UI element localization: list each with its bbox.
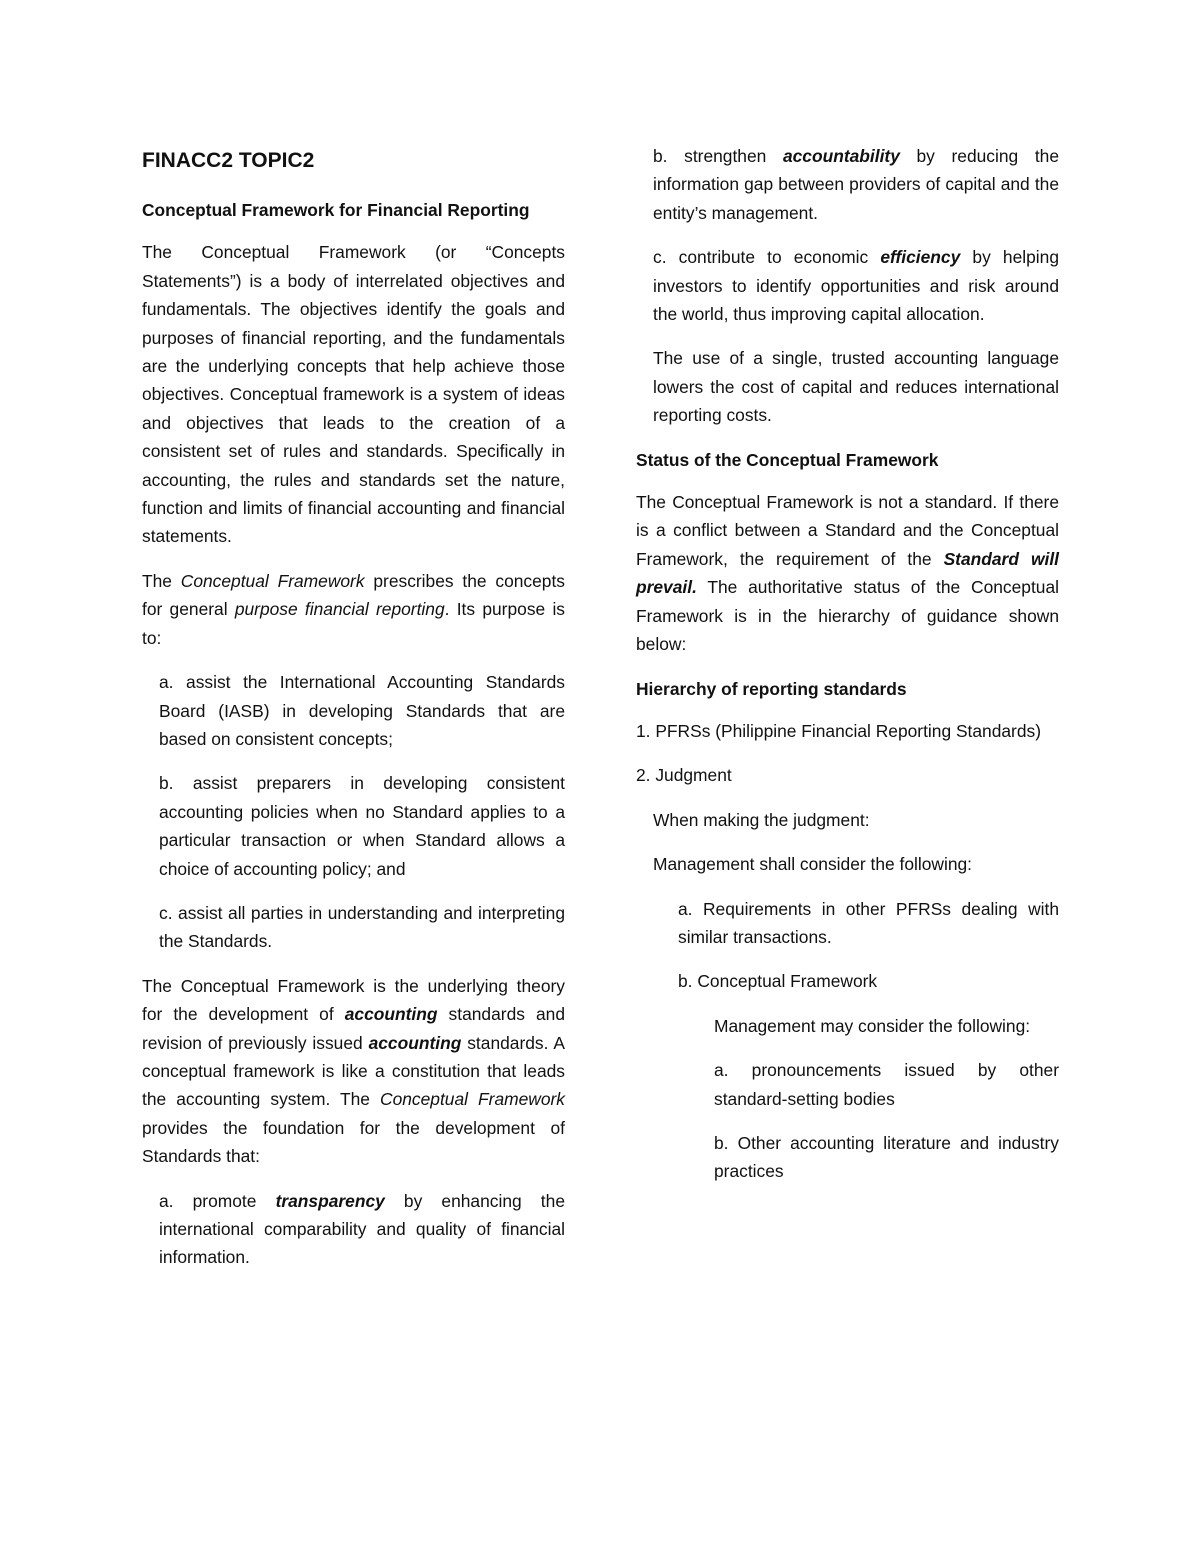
may-consider-item-b: b. Other accounting literature and industry practices [714,1132,1059,1182]
hierarchy-item-2: 2. Judgment [636,765,732,786]
purpose-item-a: a. assist the International Accounting Standards Board (IASB) in developing Standards that are based on consistent concepts; [159,672,565,749]
goal-item-a: a. promote transparency by enhancing the international comparability and quality of financial information. [159,1190,565,1268]
purpose-item-c: c. assist all parties in understanding and interpreting the Standards. [159,902,565,952]
judgment-intro: When making the judgment: [653,809,870,830]
document-title: FINACC2 TOPIC2 [142,149,315,172]
hierarchy-item-1: 1. PFRSs (Philippine Financial Reporting Standards) [636,720,1042,741]
paragraph-underlying-theory: The Conceptual Framework is the underlying theory for the development of accounting standards and revision of previously issued accounting standards. A conceptual framework is like a constitution that leads the accounting system. The Conceptual Framework provides the foundation for the development of Standards that: [142,975,565,1167]
purpose-item-b: b. assist preparers in developing consistent accounting policies when no Standard applies to a particular transaction or when Standard allows a choice of accounting policy; and [159,773,565,879]
right-column [636,140,1059,1202]
left-column [142,140,565,1288]
section-heading-conceptual-framework: Conceptual Framework for Financial Reporting [142,200,530,220]
management-shall-consider: Management shall consider the following: [653,854,973,875]
goal-item-c: c. contribute to economic efficiency by helping investors to identify opportunities and risk around the world, thus improving capital allocation. [653,247,1059,325]
section-heading-status: Status of the Conceptual Framework [636,449,939,470]
paragraph-purpose-intro: The Conceptual Framework prescribes the concepts for general purpose financial reporting. Its purpose is to: [142,570,566,648]
requirement-item-b: b. Conceptual Framework [678,971,878,992]
paragraph-status: The Conceptual Framework is not a standard. If there is a conflict between a Standard and the Conceptual Framework, the requirement of the Standard will prevail. The authoritative status of the Conceptual Framework is in the hierarchy of guidance shown below: [636,492,1059,655]
paragraph-single-language: The use of a single, trusted accounting language lowers the cost of capital and reduces international reporting costs. [653,348,1059,426]
requirement-item-a: a. Requirements in other PFRSs dealing with similar transactions. [678,898,1059,947]
section-heading-hierarchy: Hierarchy of reporting standards [636,678,907,699]
goal-item-b: b. strengthen accountability by reducing the information gap between providers of capital and the entity’s management. [653,146,1059,223]
paragraph-definition: The Conceptual Framework (or “Concepts Statements”) is a body of interrelated objectives and fundamentals. The objectives identify the goals and purposes of financial reporting, and the fundamentals are the underlying concepts that help achieve those objectives. Conceptual framework is a system of ideas and objectives that leads to the creation of a consistent set of rules and standards. Specifically in accounting, the rules and standards set the nature, function and limits of financial accounting and financial statements. [142,242,565,547]
may-consider-item-a: a. pronouncements issued by other standard-setting bodies [714,1060,1059,1109]
management-may-consider: Management may consider the following: [714,1015,1031,1036]
